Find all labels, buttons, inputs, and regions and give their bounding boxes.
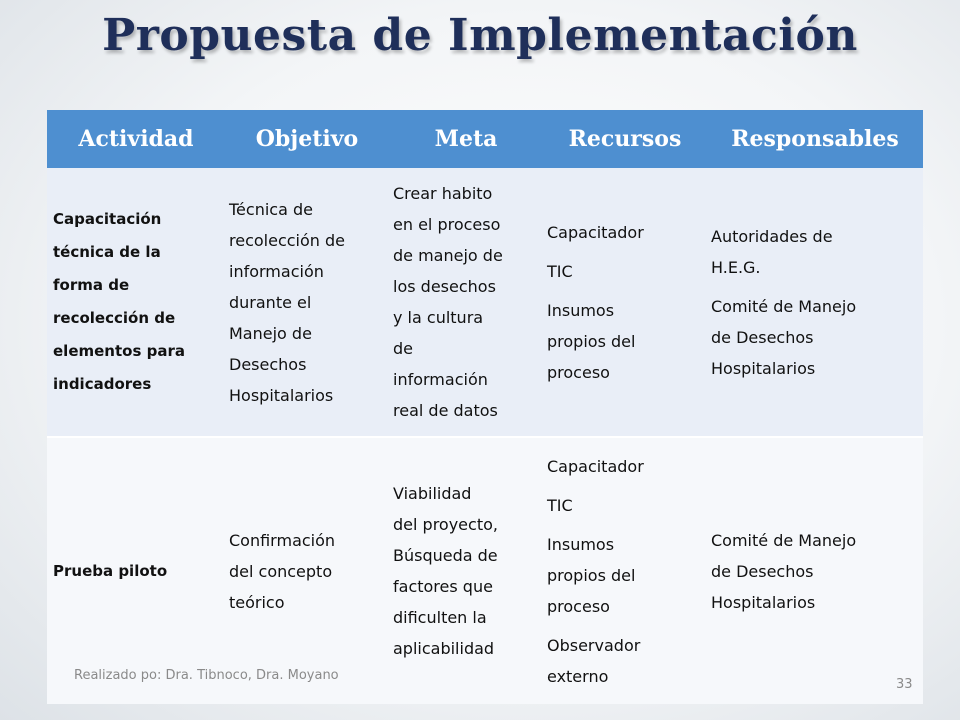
cell-objetivo [225,168,389,437]
cell-recursos [543,168,707,437]
cell-line: información [393,370,488,389]
cell-line: en el proceso [393,215,501,234]
cell-line: Comité de Manejo [711,296,857,316]
cell-line: Observador [547,635,641,655]
cell-line: Prueba piloto [53,561,168,580]
cell-objetivo [225,437,389,704]
cell-responsables [707,437,923,704]
page-number: 33 [896,677,913,692]
cell-line: recolección de [229,230,345,250]
cell-responsables [707,168,923,437]
table-header-row [47,110,923,168]
cell-line: Confirmación [229,530,336,550]
cell-line: los desechos [393,277,496,296]
cell-line: Hospitalarios [711,592,816,612]
cell-line: Capacitador [547,456,644,476]
cell-line: aplicabilidad [393,639,495,658]
header-meta: Meta [389,110,543,168]
cell-line: proceso [547,596,610,616]
header-recursos: Recursos [543,110,707,168]
cell-line: Búsqueda de [393,546,498,565]
cell-line: técnica de la [53,243,161,261]
cell-line: factores que [393,577,493,596]
cell-line: Capacitador [547,222,644,242]
cell-line: Desechos [229,354,307,374]
header-responsables: Responsables [707,110,923,168]
cell-line: de manejo de [393,246,503,265]
header-objetivo: Objetivo [225,110,389,168]
cell-line: dificulten la [393,608,487,627]
cell-line: propios del [547,331,636,351]
table-row [47,168,923,437]
cell-line: Capacitación [53,210,162,228]
cell-line: forma de [53,276,130,294]
cell-line: Insumos [547,534,615,554]
cell-line: Comité de Manejo [711,530,857,550]
cell-line: externo [547,666,609,686]
cell-line: información [229,261,324,281]
cell-line: Técnica de [229,199,313,219]
cell-actividad [47,437,225,704]
cell-line: elementos para [53,342,185,360]
cell-line: propios del [547,565,636,585]
cell-line: TIC [547,261,573,281]
cell-line: TIC [547,495,573,515]
cell-line: Hospitalarios [711,358,816,378]
cell-line: Crear habito [393,184,493,203]
cell-line: del concepto [229,561,333,581]
slide-title: Propuesta de Implementación [102,10,858,61]
table-row [47,437,923,704]
cell-line: recolección de [53,309,176,327]
cell-recursos [543,437,707,704]
cell-line: durante el [229,292,312,312]
cell-line: de [393,339,413,358]
implementation-table [47,110,923,704]
cell-line: teórico [229,592,285,612]
cell-line: proceso [547,362,610,382]
cell-line: Autoridades de [711,226,833,246]
cell-line: H.E.G. [711,257,761,277]
cell-line: Hospitalarios [229,385,334,405]
cell-meta [389,168,543,437]
cell-line: de Desechos [711,327,814,347]
cell-actividad [47,168,225,437]
cell-line: y la cultura [393,308,484,327]
cell-meta [389,437,543,704]
cell-line: de Desechos [711,561,814,581]
footer-author: Realizado po: Dra. Tibnoco, Dra. Moyano [74,668,339,683]
cell-line: real de datos [393,401,498,420]
cell-line: del proyecto, [393,515,498,534]
cell-line: Insumos [547,300,615,320]
cell-line: Manejo de [229,323,312,343]
cell-line: indicadores [53,375,152,393]
cell-line: Viabilidad [393,484,472,503]
header-actividad: Actividad [47,110,225,168]
